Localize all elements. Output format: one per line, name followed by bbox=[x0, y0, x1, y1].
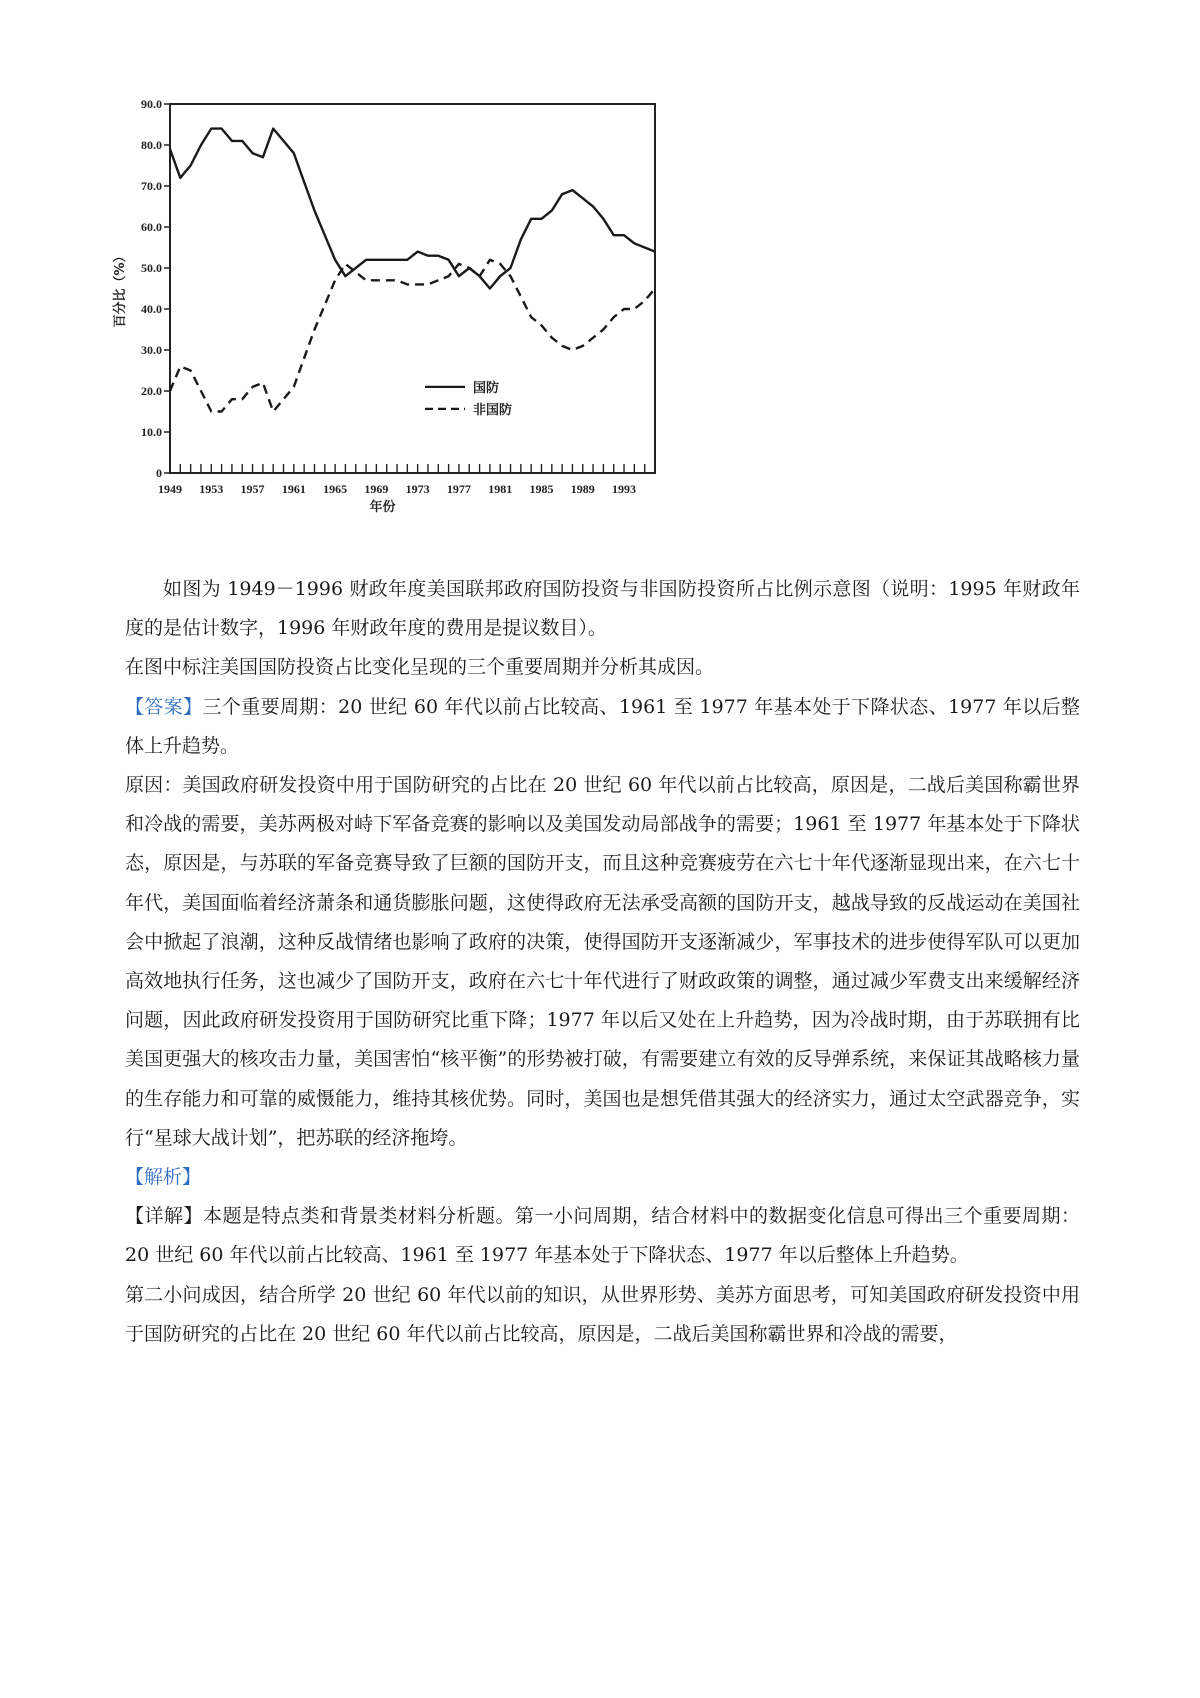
y-tick-label: 90.0 bbox=[141, 100, 162, 111]
figure-caption: 如图为 1949－1996 财政年度美国联邦政府国防投资与非国防投资所占比例示意图（说明：1995 年财政年度的是估计数字，1996 年财政年度的费用是提议数目）。 bbox=[125, 578, 1080, 640]
legend-label: 非国防 bbox=[473, 402, 513, 418]
series-line-defense bbox=[170, 129, 655, 289]
y-tick-label: 30.0 bbox=[141, 343, 162, 357]
answer-paragraph bbox=[125, 688, 1080, 766]
y-tick-label: 10.0 bbox=[141, 425, 162, 439]
y-tick-label: 20.0 bbox=[141, 384, 162, 398]
plot-frame bbox=[170, 104, 655, 473]
x-tick-label: 1953 bbox=[199, 482, 224, 496]
document-body bbox=[125, 570, 1080, 1354]
second-question-paragraph: 第二小问成因，结合所学 20 世纪 60 年代以前的知识，从世界形势、美苏方面思考，可知美国政府研发投资中用于国防研究的占比在 20 世纪 60 年代以前占比较高，原因是，二战后美国称霸世界和冷战的需要， bbox=[125, 1283, 1080, 1345]
chart-svg bbox=[110, 100, 730, 570]
x-tick-label: 1961 bbox=[281, 482, 306, 496]
analysis-heading bbox=[125, 1158, 1080, 1197]
answer-tag: 【答案】 bbox=[125, 695, 203, 718]
y-tick-label: 0 bbox=[156, 466, 162, 480]
x-tick-label: 1973 bbox=[405, 482, 430, 496]
y-tick-label: 50.0 bbox=[141, 261, 162, 275]
analysis-tag: 【解析】 bbox=[125, 1166, 202, 1189]
x-tick-label: 1989 bbox=[570, 482, 595, 496]
legend-label: 国防 bbox=[473, 380, 500, 396]
x-tick-label: 1977 bbox=[446, 482, 471, 496]
series-line-nondefense bbox=[170, 260, 655, 412]
x-axis-title: 年份 bbox=[369, 500, 396, 515]
x-tick-label: 1969 bbox=[364, 482, 389, 496]
x-tick-label: 1993 bbox=[612, 482, 637, 496]
y-tick-label: 60.0 bbox=[141, 220, 162, 234]
detail-text: 本题是特点类和背景类材料分析题。第一小问周期，结合材料中的数据变化信息可得出三个重要周期：20 世纪 60 年代以前占比较高、1961 至 1977 年基本处于下降状态、1977 年以后整体上升趋势。 bbox=[125, 1205, 1080, 1267]
reason-paragraph: 原因：美国政府研发投资中用于国防研究的占比在 20 世纪 60 年代以前占比较高，原因是，二战后美国称霸世界和冷战的需要，美苏两极对峙下军备竞赛的影响以及美国发动局部战争的需要；1961 至 1977 年基本处于下降状态，原因是，与苏联的军备竞赛导致了巨额的国防开支，而且这种竞赛疲劳在六七十年代逐渐显现出来，在六七十年代，美国面临着经济萧条和通货膨胀问题，这使得政府无法承受高额的国防开支，越战导致的反战运动在美国社会中掀起了浪潮，这种反战情绪也影响了政府的决策，使得国防开支逐渐减少，军事技术的进步使得军队可以更加高效地执行任务，这也减少了国防开支，政府在六七十年代进行了财政政策的调整，通过减少军费支出来缓解经济问题，因此政府研发投资用于国防研究比重下降；1977 年以后又处在上升趋势，因为冷战时期，由于苏联拥有比美国更强大的核攻击力量，美国害怕“核平衡”的形势被打破，有需要建立有效的反导弹系统，来保证其战略核力量的生存能力和可靠的威慑能力，维持其核优势。同时，美国也是想凭借其强大的经济实力，通过太空武器竞争，实行“星球大战计划”，把苏联的经济拖垮。 bbox=[125, 774, 1080, 1149]
x-tick-label: 1985 bbox=[529, 482, 554, 496]
x-tick-label: 1965 bbox=[323, 482, 348, 496]
answer-text: 三个重要周期：20 世纪 60 年代以前占比较高、1961 至 1977 年基本处于下降状态、1977 年以后整体上升趋势。 bbox=[125, 695, 1080, 757]
x-tick-label: 1957 bbox=[240, 482, 265, 496]
y-axis-title: 百分比（%） bbox=[113, 249, 128, 328]
question-text: 在图中标注美国国防投资占比变化呈现的三个重要周期并分析其成因。 bbox=[125, 656, 715, 679]
defense-share-line-chart bbox=[110, 100, 730, 570]
chart-figure bbox=[110, 100, 730, 570]
x-tick-label: 1981 bbox=[488, 482, 513, 496]
y-tick-label: 70.0 bbox=[141, 179, 162, 193]
x-tick-label: 1949 bbox=[158, 482, 182, 496]
y-tick-label: 40.0 bbox=[141, 302, 162, 316]
detail-tag: 【详解】 bbox=[125, 1205, 203, 1228]
y-tick-label: 80.0 bbox=[141, 138, 162, 152]
detail-paragraph bbox=[125, 1197, 1080, 1275]
